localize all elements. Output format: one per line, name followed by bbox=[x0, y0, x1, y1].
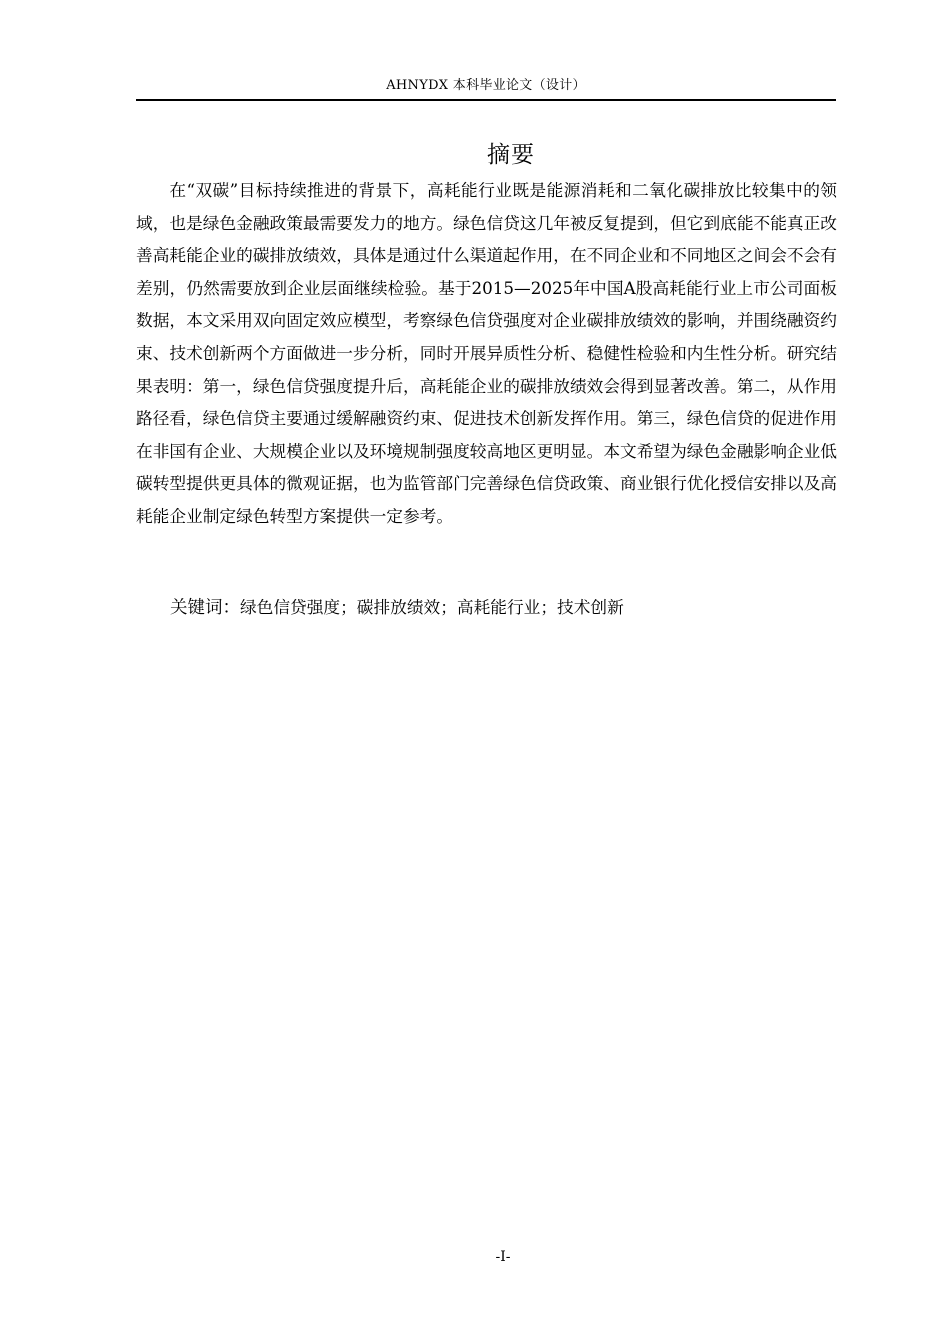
keywords-line bbox=[170, 591, 830, 624]
keywords-text: 绿色信贷强度；碳排放绩效；高耗能行业；技术创新 bbox=[240, 597, 624, 617]
page-number: -I- bbox=[495, 1249, 511, 1265]
keywords-label: 关键词： bbox=[170, 598, 240, 618]
abstract-body: 在“双碳”目标持续推进的背景下，高耗能行业既是能源消耗和二氧化碳排放比较集中的领域，也是绿色金融政策最需要发力的地方。绿色信贷这几年被反复提到，但它到底能不能真正改善高耗能企业的碳排放绩效，具体是通过什么渠道起作用，在不同企业和不同地区之间会不会有差别，仍然需要放到企业层面继续检验。基于2015—2025年中国A股高耗能行业上市公司面板数据，本文采用双向固定效应模型，考察绿色信贷强度对企业碳排放绩效的影响，并围绕融资约束、技术创新两个方面做进一步分析，同时开展异质性分析、稳健性检验和内生性分析。研究结果表明：第一，绿色信贷强度提升后，高耗能企业的碳排放绩效会得到显著改善。第二，从作用路径看，绿色信贷主要通过缓解融资约束、促进技术创新发挥作用。第三，绿色信贷的促进作用在非国有企业、大规模企业以及环境规制强度较高地区更明显。本文希望为绿色金融影响企业低碳转型提供更具体的微观证据，也为监管部门完善绿色信贷政策、商业银行优化授信安排以及高耗能企业制定绿色转型方案提供一定参考。 bbox=[136, 180, 837, 526]
abstract-title: 摘要 bbox=[487, 142, 535, 168]
header-divider bbox=[136, 99, 836, 101]
running-header: AHNYDX 本科毕业论文（设计） bbox=[386, 78, 586, 93]
